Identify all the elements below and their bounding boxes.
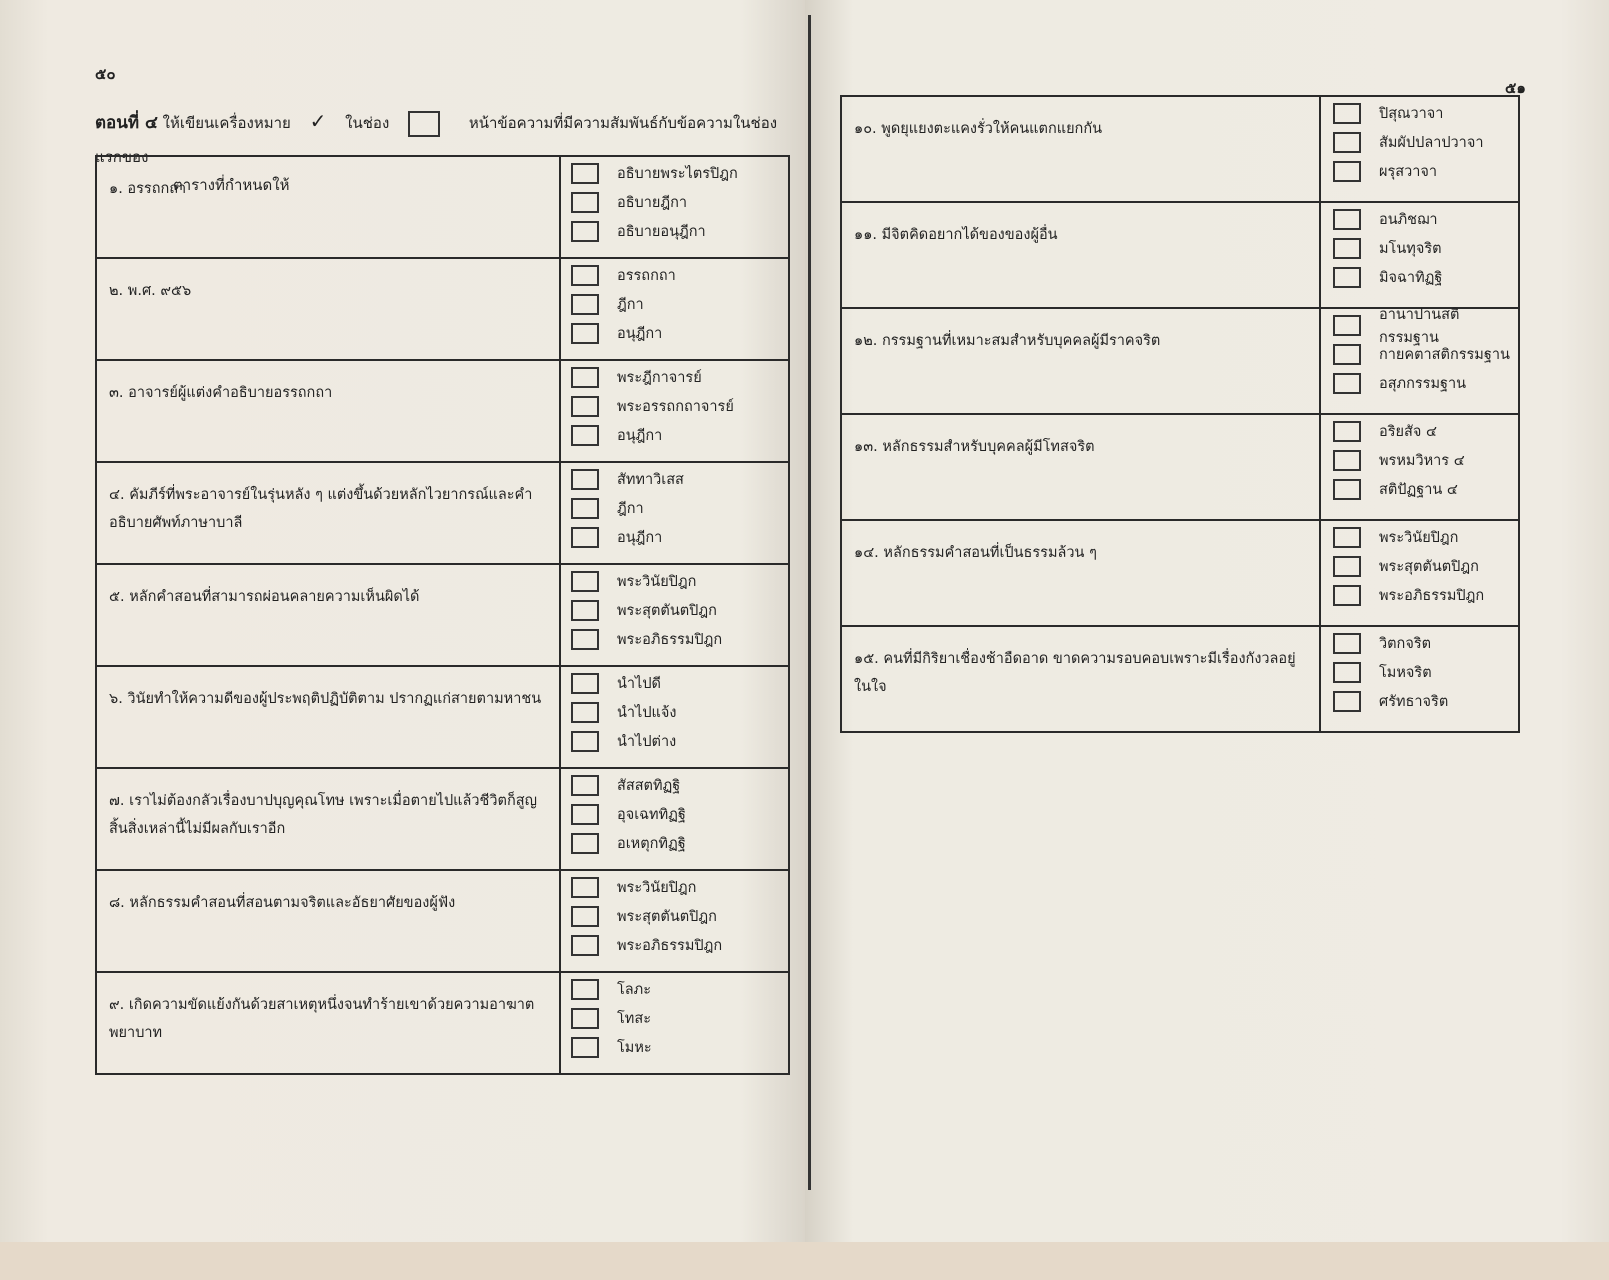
option-label: สัสสตทิฏฐิ	[617, 778, 681, 794]
option-item	[1333, 340, 1518, 369]
option-label: ฎีกา	[617, 297, 644, 313]
left-question-row	[96, 870, 789, 972]
left-question-row	[96, 462, 789, 564]
left-page-number: ๕๐	[95, 65, 116, 83]
option-label: พระอรรถกถาจารย์	[617, 399, 734, 415]
answer-checkbox[interactable]	[571, 702, 599, 723]
answer-checkbox[interactable]	[571, 1037, 599, 1058]
option-item	[571, 625, 788, 654]
instruction-text-4: ตารางที่กำหนดให้	[173, 176, 290, 194]
option-item	[571, 392, 788, 421]
instruction-text-3: หน้าข้อความที่มีความสัมพันธ์กับข้อความในช่องแรกของ	[95, 114, 778, 166]
option-label: อรรถกถา	[617, 268, 676, 284]
options-cell	[1320, 626, 1519, 732]
options-cell	[560, 870, 789, 972]
options-cell	[1320, 202, 1519, 308]
option-label: ปิสุณวาจา	[1379, 106, 1444, 122]
question-text: ๙. เกิดความขัดแย้งกันด้วยสาเหตุหนึ่งจนทำร้ายเขาด้วยความอาฆาตพยาบาท	[96, 972, 560, 1074]
question-text: ๔. คัมภีร์ที่พระอาจารย์ในรุ่นหลัง ๆ แต่งขึ้นด้วยหลักไวยากรณ์และคำอธิบายศัพท์ภาษาบาลี	[96, 462, 560, 564]
answer-checkbox[interactable]	[1333, 633, 1361, 654]
answer-checkbox[interactable]	[1333, 132, 1361, 153]
answer-checkbox[interactable]	[1333, 527, 1361, 548]
left-question-row	[96, 666, 789, 768]
answer-checkbox[interactable]	[1333, 691, 1361, 712]
answer-checkbox[interactable]	[571, 163, 599, 184]
answer-checkbox[interactable]	[571, 294, 599, 315]
answer-checkbox[interactable]	[1333, 267, 1361, 288]
options-cell	[560, 564, 789, 666]
option-item	[1333, 523, 1518, 552]
option-label: นำไปดี	[617, 676, 661, 692]
answer-checkbox[interactable]	[571, 629, 599, 650]
answer-checkbox[interactable]	[571, 731, 599, 752]
answer-checkbox[interactable]	[1333, 479, 1361, 500]
option-label: อธิบายฎีกา	[617, 195, 688, 211]
answer-checkbox[interactable]	[571, 935, 599, 956]
option-label: พรหมวิหาร ๔	[1379, 453, 1465, 469]
answer-checkbox[interactable]	[571, 804, 599, 825]
option-label: พระวินัยปิฎก	[617, 880, 697, 896]
option-item	[1333, 234, 1518, 263]
right-question-row	[841, 520, 1519, 626]
option-item	[571, 421, 788, 450]
option-label: อเหตุกทิฏฐิ	[617, 836, 686, 852]
question-text: ๒. พ.ศ. ๙๕๖	[96, 258, 560, 360]
answer-checkbox[interactable]	[1333, 238, 1361, 259]
options-cell	[560, 768, 789, 870]
right-page-number: ๕๑	[1505, 79, 1526, 97]
option-label: อสุภกรรมฐาน	[1379, 376, 1467, 392]
options-cell	[560, 666, 789, 768]
answer-checkbox[interactable]	[571, 571, 599, 592]
option-label: อธิบายพระไตรปิฎก	[617, 166, 738, 182]
right-quiz-table	[840, 95, 1520, 733]
option-item	[1333, 658, 1518, 687]
option-label: นำไปต่าง	[617, 734, 677, 750]
option-label: อนุฎีกา	[617, 428, 663, 444]
options-cell	[1320, 308, 1519, 414]
question-text: ๓. อาจารย์ผู้แต่งคำอธิบายอรรถกถา	[96, 360, 560, 462]
answer-checkbox[interactable]	[1333, 103, 1361, 124]
answer-checkbox[interactable]	[1333, 421, 1361, 442]
answer-checkbox[interactable]	[571, 221, 599, 242]
right-question-row	[841, 308, 1519, 414]
options-cell	[560, 462, 789, 564]
answer-checkbox[interactable]	[1333, 315, 1361, 336]
option-label: โลภะ	[617, 982, 652, 998]
option-label: ฎีกา	[617, 501, 644, 517]
option-label: อานาปานสติกรรมฐาน	[1379, 306, 1460, 346]
option-item	[1333, 581, 1518, 610]
answer-checkbox[interactable]	[571, 265, 599, 286]
option-label: พระวินัยปิฎก	[617, 574, 697, 590]
answer-checkbox[interactable]	[1333, 585, 1361, 606]
option-item	[1333, 306, 1518, 346]
option-label: โทสะ	[617, 1011, 651, 1027]
option-label: พระสุตตันตปิฎก	[1379, 559, 1479, 575]
option-item	[1333, 263, 1518, 292]
left-question-row	[96, 972, 789, 1074]
answer-checkbox[interactable]	[571, 979, 599, 1000]
left-question-row	[96, 564, 789, 666]
question-text: ๘. หลักธรรมคำสอนที่สอนตามจริตและอัธยาศัยของผู้ฟัง	[96, 870, 560, 972]
left-quiz-table	[95, 155, 790, 1075]
answer-checkbox[interactable]	[1333, 662, 1361, 683]
options-cell	[560, 972, 789, 1074]
instruction-label: ตอนที่ ๔	[95, 113, 158, 133]
option-label: โมหะ	[617, 1040, 652, 1056]
option-label: พระอภิธรรมปิฎก	[617, 938, 723, 954]
option-label: อนุฎีกา	[617, 326, 663, 342]
option-label: พระอภิธรรมปิฎก	[1379, 588, 1485, 604]
option-item	[571, 727, 788, 756]
option-item	[571, 363, 788, 392]
option-item	[1333, 205, 1518, 234]
option-item	[1333, 369, 1518, 398]
option-item	[571, 698, 788, 727]
right-question-row	[841, 626, 1519, 732]
question-text: ๑๔. หลักธรรมคำสอนที่เป็นธรรมล้วน ๆ	[841, 520, 1320, 626]
question-text: ๑๑. มีจิตคิดอยากได้ของของผู้อื่น	[841, 202, 1320, 308]
option-label: มิจฉาทิฏฐิ	[1379, 270, 1443, 286]
option-label: พระอภิธรรมปิฎก	[617, 632, 723, 648]
question-text: ๑๕. คนที่มีกิริยาเชื่องช้าอืดอาด ขาดความรอบคอบเพราะมีเรื่องกังวลอยู่ในใจ	[841, 626, 1320, 732]
answer-checkbox[interactable]	[1333, 556, 1361, 577]
option-item	[571, 1033, 788, 1062]
answer-checkbox[interactable]	[1333, 344, 1361, 365]
option-item	[571, 319, 788, 348]
option-item	[1333, 417, 1518, 446]
options-cell	[1320, 96, 1519, 202]
answer-checkbox[interactable]	[571, 833, 599, 854]
option-label: อริยสัจ ๔	[1379, 424, 1437, 440]
option-item	[1333, 629, 1518, 658]
option-label: พระฎีกาจารย์	[617, 370, 702, 386]
answer-checkbox[interactable]	[571, 906, 599, 927]
option-item	[571, 159, 788, 188]
option-label: อธิบายอนุฎีกา	[617, 224, 706, 240]
option-item	[571, 975, 788, 1004]
right-question-row	[841, 202, 1519, 308]
option-item	[1333, 475, 1518, 504]
option-item	[1333, 99, 1518, 128]
answer-checkbox[interactable]	[1333, 161, 1361, 182]
answer-checkbox[interactable]	[1333, 209, 1361, 230]
answer-checkbox[interactable]	[571, 323, 599, 344]
options-cell	[1320, 414, 1519, 520]
right-question-row	[841, 96, 1519, 202]
option-item	[571, 829, 788, 858]
option-item	[1333, 552, 1518, 581]
option-item	[571, 188, 788, 217]
answer-checkbox[interactable]	[571, 498, 599, 519]
answer-checkbox[interactable]	[571, 469, 599, 490]
left-question-row	[96, 156, 789, 258]
answer-checkbox[interactable]	[571, 600, 599, 621]
question-text: ๑๓. หลักธรรมสำหรับบุคคลผู้มีโทสจริต	[841, 414, 1320, 520]
option-label: สัททาวิเสส	[617, 472, 684, 488]
option-item	[571, 261, 788, 290]
option-label: พระสุตตันตปิฎก	[617, 909, 717, 925]
question-text: ๑๒. กรรมฐานที่เหมาะสมสำหรับบุคคลผู้มีราคจริต	[841, 308, 1320, 414]
question-text: ๑๐. พูดยุแยงตะแคงรั่วให้คนแตกแยกกัน	[841, 96, 1320, 202]
option-label: สัมผัปปลาปวาจา	[1379, 135, 1484, 151]
option-item	[571, 567, 788, 596]
question-text: ๖. วินัยทำให้ความดีของผู้ประพฤติปฏิบัติตาม ปรากฏแก่สายตามหาชน	[96, 666, 560, 768]
option-item	[571, 771, 788, 800]
options-cell	[1320, 520, 1519, 626]
option-item	[571, 669, 788, 698]
option-item	[1333, 687, 1518, 716]
option-label: สติปัฏฐาน ๔	[1379, 482, 1458, 498]
option-label: อุจเฉททิฏฐิ	[617, 807, 686, 823]
option-item	[1333, 157, 1518, 186]
options-cell	[560, 258, 789, 360]
sample-checkbox-icon	[408, 111, 440, 137]
instruction-text-1: ให้เขียนเครื่องหมาย	[162, 114, 291, 132]
option-label: วิตกจริต	[1379, 636, 1432, 652]
option-label: พระสุตตันตปิฎก	[617, 603, 717, 619]
option-item	[1333, 128, 1518, 157]
option-label: กายคตาสติกรรมฐาน	[1379, 347, 1510, 363]
option-label: อนุฎีกา	[617, 530, 663, 546]
options-cell	[560, 156, 789, 258]
option-item	[571, 290, 788, 319]
answer-checkbox[interactable]	[571, 396, 599, 417]
background-strip	[0, 1242, 1609, 1280]
left-question-row	[96, 258, 789, 360]
option-label: อนภิชฌา	[1379, 212, 1438, 228]
answer-checkbox[interactable]	[571, 425, 599, 446]
option-item	[571, 931, 788, 960]
left-question-row	[96, 768, 789, 870]
option-item	[571, 217, 788, 246]
answer-checkbox[interactable]	[571, 673, 599, 694]
option-label: มโนทุจริต	[1379, 241, 1442, 257]
question-text: ๑. อรรถกถา	[96, 156, 560, 258]
option-item	[571, 902, 788, 931]
answer-checkbox[interactable]	[571, 192, 599, 213]
option-item	[571, 465, 788, 494]
answer-checkbox[interactable]	[571, 775, 599, 796]
option-label: นำไปแจ้ง	[617, 705, 677, 721]
option-item	[571, 494, 788, 523]
right-question-row	[841, 414, 1519, 520]
option-label: ผรุสวาจา	[1379, 164, 1438, 180]
answer-checkbox[interactable]	[1333, 450, 1361, 471]
book-spine	[808, 15, 811, 1190]
answer-checkbox[interactable]	[571, 367, 599, 388]
option-item	[571, 1004, 788, 1033]
option-label: พระวินัยปิฎก	[1379, 530, 1459, 546]
option-item	[571, 523, 788, 552]
option-item	[571, 800, 788, 829]
question-text: ๗. เราไม่ต้องกลัวเรื่องบาปบุญคุณโทษ เพราะเมื่อตายไปแล้วชีวิตก็สูญสิ้นสิ่งเหล่านี้ไม่มีผลกับเราอีก	[96, 768, 560, 870]
options-cell	[560, 360, 789, 462]
option-item	[571, 596, 788, 625]
option-item	[1333, 446, 1518, 475]
check-mark-icon: ✓	[309, 109, 327, 133]
instruction-text-2: ในช่อง	[345, 114, 390, 132]
answer-checkbox[interactable]	[571, 1008, 599, 1029]
left-question-row	[96, 360, 789, 462]
question-text: ๕. หลักคำสอนที่สามารถผ่อนคลายความเห็นผิดได้	[96, 564, 560, 666]
answer-checkbox[interactable]	[1333, 373, 1361, 394]
answer-checkbox[interactable]	[571, 877, 599, 898]
option-item	[571, 873, 788, 902]
option-label: โมหจริต	[1379, 665, 1432, 681]
answer-checkbox[interactable]	[571, 527, 599, 548]
option-label: ศรัทธาจริต	[1379, 694, 1449, 710]
